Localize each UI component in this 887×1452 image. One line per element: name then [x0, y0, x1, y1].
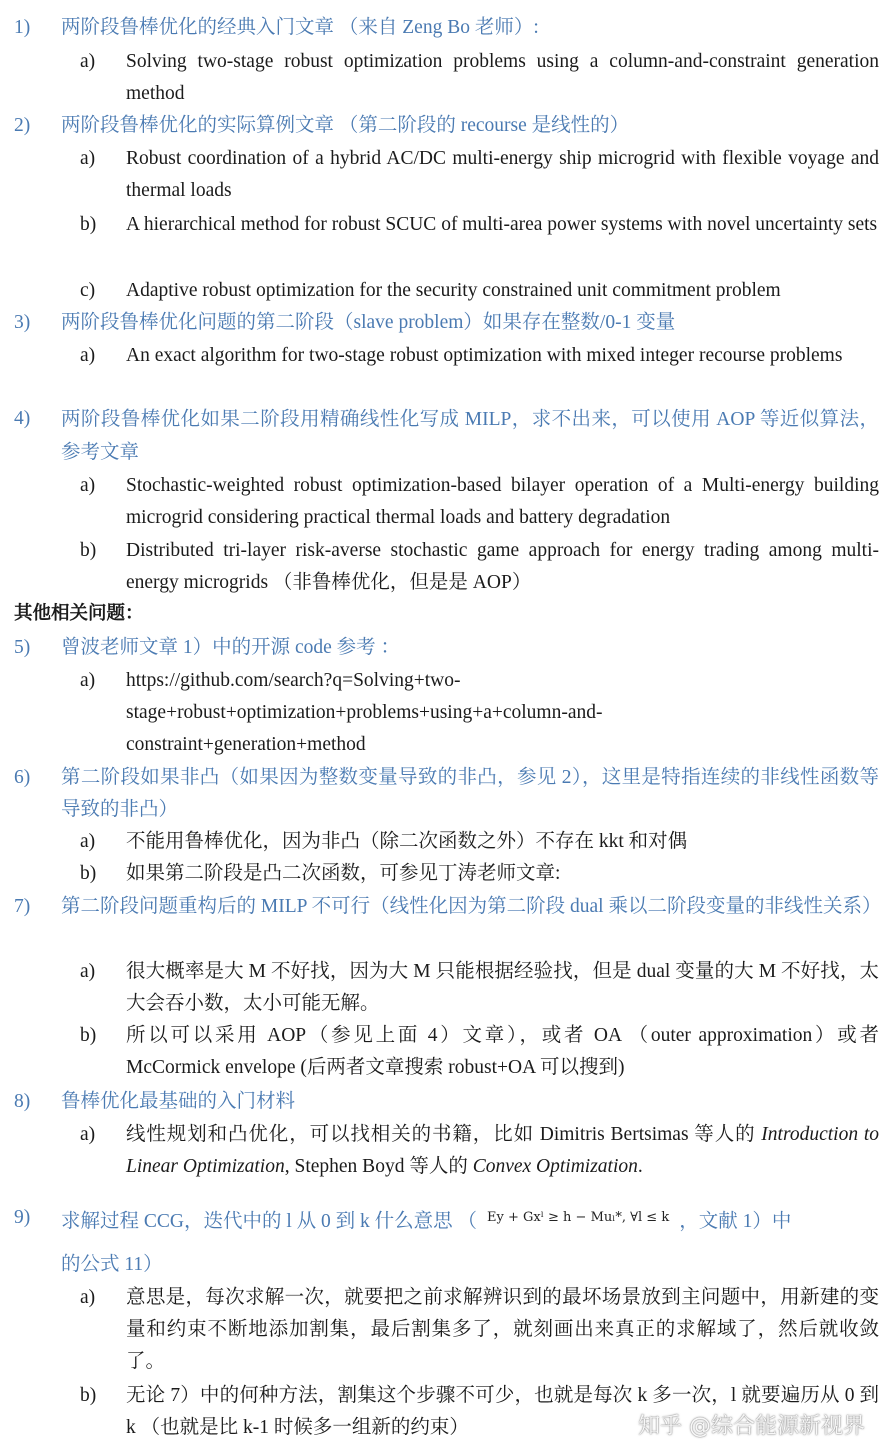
item-number: 4) — [14, 408, 31, 429]
paper-title: A hierarchical method for robust SCUC of multi-area power systems with novel uncertainty sets — [126, 214, 878, 235]
sub-item-number: a) — [80, 961, 96, 982]
item-number: 1) — [14, 17, 31, 38]
sub-item — [0, 340, 887, 372]
item-number: 2) — [14, 115, 31, 136]
sub-item-number: a) — [80, 51, 96, 72]
list-item — [0, 632, 887, 664]
list-item — [0, 762, 887, 826]
link-line: https://github.com/search?q=Solving+two- — [126, 670, 461, 691]
ccg-constraint-formula: Ey + Gxˡ ≥ h − Muₗ*, ∀l ≤ k — [487, 1210, 670, 1225]
list-item — [0, 1202, 887, 1238]
list-item — [0, 12, 887, 44]
sub-item-number: a) — [80, 1287, 96, 1308]
sub-item-number: a) — [80, 831, 96, 852]
sub-item-number: b) — [80, 1025, 97, 1046]
text-fragment: ，文献 1）中 — [679, 1211, 792, 1232]
item-text: 两阶段鲁棒优化的经典入门文章 （来自 Zeng Bo 老师）: — [61, 17, 539, 38]
sub-item-text: 意思是，每次求解一次，就要把之前求解辨识到的最坏场景放到主问题中，用新建的变量和约束不断地添加割集，最后割集多了，就刻画出来真正的求解域了，然后就收敛了。 — [126, 1287, 879, 1372]
list-item — [0, 891, 887, 923]
item-text: 第二阶段问题重构后的 MILP 不可行（线性化因为第二阶段 dual 乘以二阶段变量的非线性关系） — [61, 896, 882, 917]
paper-title: Solving two-stage robust optimization problems using a column-and-constraint generation method — [126, 51, 879, 104]
sub-item-number: a) — [80, 475, 96, 496]
item-text: 两阶段鲁棒优化的实际算例文章 （第二阶段的 recourse 是线性的） — [61, 115, 630, 136]
list-item — [0, 1086, 887, 1118]
text-fragment: 线性规划和凸优化，可以找相关的书籍，比如 Dimitris Bertsimas 等人的 — [126, 1124, 762, 1145]
sub-item-text — [126, 1119, 879, 1183]
item-number: 5) — [14, 637, 31, 658]
sub-item — [0, 1282, 887, 1378]
sub-item-text: 如果第二阶段是凸二次函数，可参见丁涛老师文章: — [126, 863, 561, 884]
sub-item — [0, 535, 887, 599]
item-text: 的公式 11） — [61, 1254, 163, 1275]
paper-title: Stochastic-weighted robust optimization-based bilayer operation of a Multi-energy building microgrid considering practical thermal loads and battery degradation — [126, 475, 879, 528]
sub-item — [0, 470, 887, 534]
text-fragment: 求解过程 CCG，迭代中的 l 从 0 到 k 什么意思 （ — [61, 1211, 478, 1232]
sub-item-text: 不能用鲁棒优化，因为非凸（除二次函数之外）不存在 kkt 和对偶 — [126, 831, 688, 852]
sub-item — [0, 858, 887, 890]
item-number: 7) — [14, 896, 31, 917]
paper-title: Adaptive robust optimization for the security constrained unit commitment problem — [126, 280, 781, 301]
paper-title: Robust coordination of a hybrid AC/DC multi-energy ship microgrid with flexible voyage and thermal loads — [126, 148, 879, 201]
item-text: 曾波老师文章 1）中的开源 code 参考 ： — [61, 637, 401, 658]
item-number: 6) — [14, 767, 31, 788]
sub-item-number: b) — [80, 540, 97, 561]
watermark: 知乎 @综合能源新视界 — [638, 1414, 865, 1439]
sub-item-number: a) — [80, 345, 96, 366]
list-item — [0, 403, 887, 469]
sub-item-number: a) — [80, 1124, 96, 1145]
text-fragment: , Stephen Boyd 等人的 — [284, 1156, 473, 1177]
item-text: 第二阶段如果非凸（如果因为整数变量导致的非凸，参见 2），这里是特指连续的非线性函数等导致的非凸） — [61, 767, 879, 820]
sub-item-number: b) — [80, 863, 97, 884]
sub-item — [0, 665, 887, 761]
book-title: Introduction to Linear Optimization — [126, 1124, 880, 1177]
item-number: 8) — [14, 1091, 31, 1112]
sub-item — [0, 46, 887, 110]
item-number: 9) — [14, 1207, 31, 1228]
sub-item-text: 很大概率是大 M 不好找，因为大 M 只能根据经验找，但是 dual 变量的大 M 不好找，太大会吞小数，太小可能无解。 — [126, 961, 879, 1014]
sub-item — [0, 143, 887, 207]
list-item — [0, 307, 887, 339]
item-number: 3) — [14, 312, 31, 333]
sub-item — [0, 275, 887, 307]
sub-item — [0, 1119, 887, 1183]
list-item-continuation — [0, 1249, 887, 1281]
sub-item-number: c) — [80, 280, 96, 301]
sub-item-number: a) — [80, 670, 96, 691]
sub-item-number: a) — [80, 148, 96, 169]
text-fragment: . — [637, 1156, 643, 1177]
sub-item-number: b) — [80, 1385, 97, 1406]
item-text — [61, 1202, 879, 1238]
item-text: 两阶段鲁棒优化如果二阶段用精确线性化写成 MILP，求不出来，可以使用 AOP 等近似算法，参考文章 — [61, 409, 880, 463]
sub-item — [0, 209, 887, 241]
sub-item — [0, 1020, 887, 1084]
sub-item-number: b) — [80, 214, 97, 235]
sub-item-text: 无论 7）中的何种方法，割集这个步骤不可少，也就是每次 k 多一次，l 就要遍历从 0 到 k （也就是比 k-1 时候多一组新的约束） — [126, 1385, 879, 1438]
link-line: constraint+generation+method — [126, 734, 366, 755]
item-text: 鲁棒优化最基础的入门材料 — [61, 1091, 296, 1112]
section-heading: 其他相关问题： — [14, 603, 144, 624]
sub-item — [0, 826, 887, 858]
sub-item — [0, 956, 887, 1020]
link-line: stage+robust+optimization+problems+using+a+column-and- — [126, 702, 603, 723]
book-title: Convex Optimization — [472, 1156, 638, 1177]
paper-title: Distributed tri-layer risk-averse stochastic game approach for energy trading among multi-energy microgrids （非鲁棒优化，但是是 AOP） — [126, 540, 879, 593]
sub-item-text: 所以可以采用 AOP（参见上面 4）文章），或者 OA （outer approximation）或者 McCormick envelope (后两者文章搜索 robust+OA 可以搜到) — [126, 1025, 879, 1078]
paper-title: An exact algorithm for two-stage robust optimization with mixed integer recourse problems — [126, 345, 843, 366]
list-item — [0, 110, 887, 142]
github-link[interactable] — [126, 665, 879, 761]
item-text: 两阶段鲁棒优化问题的第二阶段（slave problem）如果存在整数/0-1 变量 — [61, 312, 676, 333]
